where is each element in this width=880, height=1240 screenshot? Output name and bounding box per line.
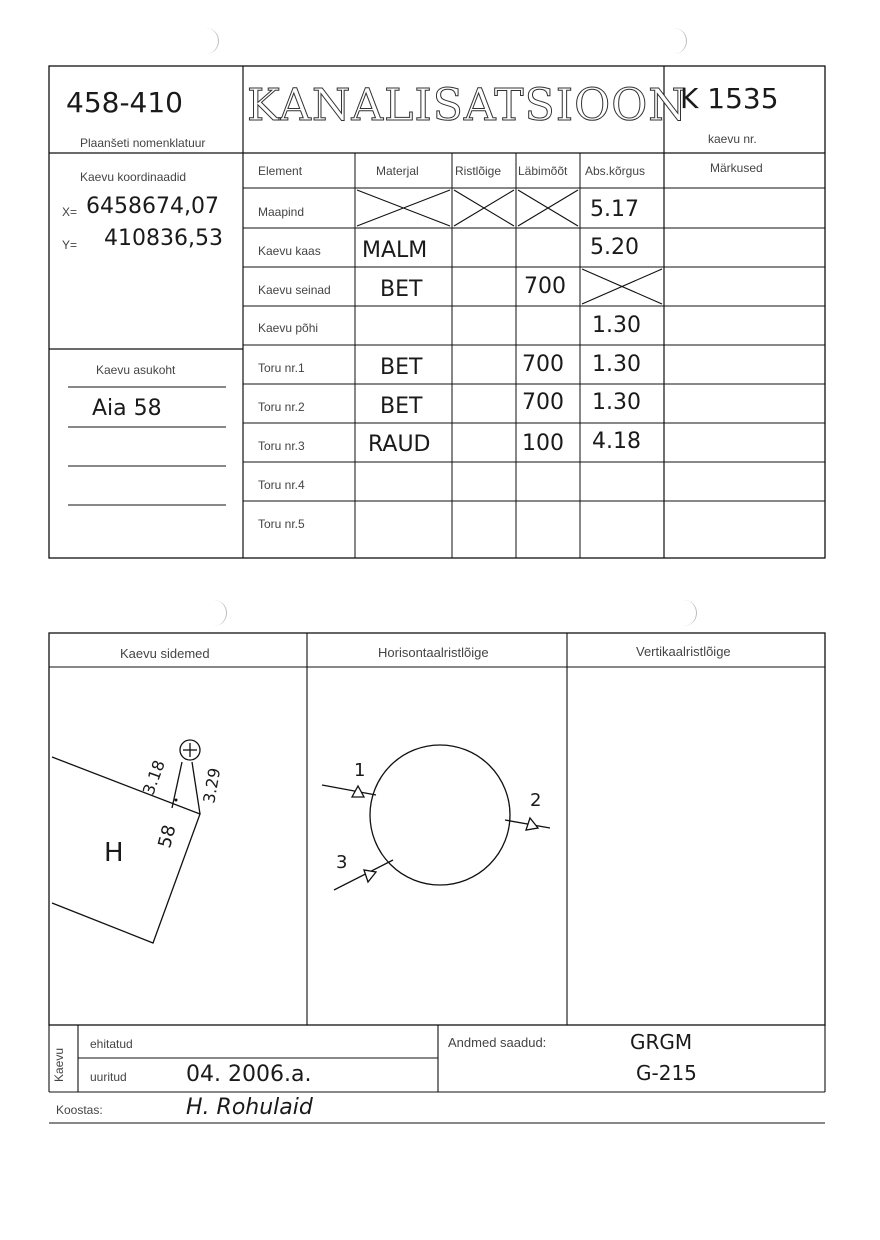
col-header-ristloige: Ristlõige — [455, 164, 502, 178]
cell-labimoot: 700 — [522, 390, 564, 415]
cell-labimoot: 700 — [524, 274, 566, 299]
cell-material: BET — [380, 277, 423, 302]
house-number: 58 — [154, 822, 181, 851]
coordinates-label: Kaevu koordinaadid — [80, 170, 187, 184]
cell-abs-korgus: 1.30 — [592, 352, 641, 377]
ehitatud-label: ehitatud — [90, 1037, 133, 1051]
plan-number-label: Plaanšeti nomenklatuur — [80, 136, 206, 150]
y-coordinate: 410836,53 — [104, 226, 223, 251]
andmed-value-1: GRGM — [630, 1030, 693, 1054]
row-element: Toru nr.4 — [258, 478, 305, 492]
row-element: Toru nr.3 — [258, 439, 305, 453]
cell-material: RAUD — [368, 432, 431, 457]
pipe-label-2: 2 — [530, 790, 542, 811]
row-element: Maapind — [258, 205, 305, 219]
col-header-labimoot: Läbimõõt — [518, 164, 568, 178]
cell-abs-korgus: 5.20 — [590, 235, 639, 260]
koostas-value: H. Rohulaid — [186, 1095, 313, 1120]
pipe-label-3: 3 — [336, 852, 348, 873]
section-label-sidemed: Kaevu sidemed — [120, 646, 210, 661]
row-element: Kaevu kaas — [258, 244, 321, 258]
uuritud-label: uuritud — [90, 1070, 127, 1084]
cell-abs-korgus: 1.30 — [592, 390, 641, 415]
cell-abs-korgus: 4.18 — [592, 429, 641, 454]
cell-abs-korgus: 5.17 — [590, 197, 639, 222]
form-title: KANALISATSIOON — [247, 80, 688, 131]
andmed-value-2: G-215 — [636, 1061, 697, 1085]
distance-a: 3.18 — [138, 757, 169, 798]
cell-material: MALM — [362, 238, 428, 263]
row-element: Toru nr.2 — [258, 400, 305, 414]
col-header-materjal: Materjal — [376, 164, 419, 178]
col-header-abs-korgus: Abs.kõrgus — [585, 164, 646, 178]
pipe-label-1: 1 — [354, 760, 366, 781]
uuritud-value: 04. 2006.a. — [186, 1062, 312, 1087]
section-label-vertikaal: Vertikaalristlõige — [636, 644, 731, 659]
row-element: Toru nr.5 — [258, 517, 305, 531]
distance-b: 3.29 — [199, 766, 225, 805]
col-header-markused: Märkused — [710, 161, 763, 175]
row-element: Toru nr.1 — [258, 361, 305, 375]
footer-side-label: Kaevu — [52, 1047, 66, 1082]
row-element: Kaevu seinad — [258, 283, 331, 297]
well-id-label: kaevu nr. — [708, 132, 757, 146]
well-id: K 1535 — [680, 82, 779, 115]
section-label-horisontaal: Horisontaalristlõige — [378, 645, 489, 660]
cell-labimoot: 700 — [522, 352, 564, 377]
cell-material: BET — [380, 394, 423, 419]
plan-number: 458-410 — [66, 86, 183, 119]
cell-labimoot: 100 — [522, 431, 564, 456]
x-prefix: X= — [62, 205, 78, 219]
cell-abs-korgus: 1.30 — [592, 313, 641, 338]
row-element: Kaevu põhi — [258, 321, 319, 335]
col-header-element: Element — [258, 164, 303, 178]
cell-material: BET — [380, 355, 423, 380]
y-prefix: Y= — [62, 238, 78, 252]
building-label: H — [104, 838, 124, 868]
location-sketch — [52, 740, 200, 943]
andmed-label: Andmed saadud: — [448, 1035, 547, 1050]
x-coordinate: 6458674,07 — [86, 194, 219, 219]
location-label: Kaevu asukoht — [96, 363, 176, 377]
location-value: Aia 58 — [92, 396, 162, 421]
koostas-label: Koostas: — [56, 1103, 103, 1117]
